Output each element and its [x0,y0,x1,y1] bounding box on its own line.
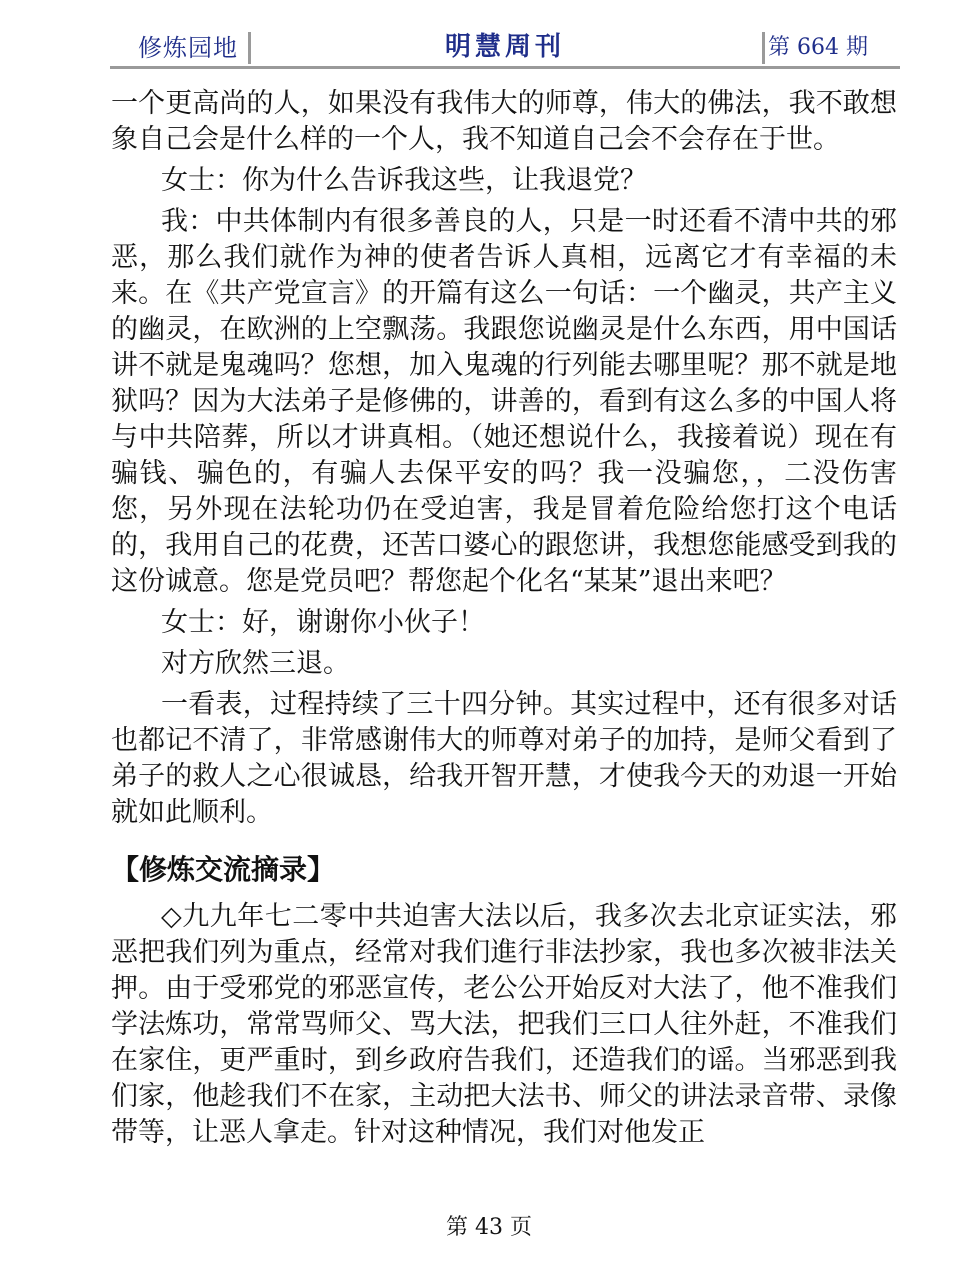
publication-title: 明慧周刊 [444,32,565,62]
header-separator-right [762,32,765,64]
page-number: 第 43 页 [446,1215,532,1240]
article-body [111,86,897,1151]
page-header [110,22,900,66]
dialogue-paragraph: 女士：好，谢谢你小伙子！ [161,607,485,638]
issue-number: 第 664 期 [768,35,868,60]
narrative-paragraph: 对方欣然三退。 [161,648,350,679]
section-heading: 【修炼交流摘录】 [111,853,336,886]
dialogue-paragraph: 我：中共体制内有很多善良的人，只是一时还看不清中共的邪恶，那么我们就作为神的使者告诉人真相，远离它才有幸福的未来。在《共产党宣言》的开篇有这么一句话：一个幽灵，共产主义的幽灵，在欧洲的上空飘荡。我跟您说幽灵是什么东西，用中国话讲不就是鬼魂吗？您想，加入鬼魂的行列能去哪里呢？那不就是地狱吗？因为大法弟子是修佛的，讲善的，看到有这么多的中国人将与中共陪葬，所以才讲真相。（她还想说什么，我接着说）现在有骗钱、骗色的，有骗人去保平安的吗？我一没骗您，，二没伤害您，另外现在法轮功仍在受迫害，我是冒着危险给您打这个电话的，我用自己的花费，还苦口婆心的跟您讲，我想您能感受到我的这份诚意。您是党员吧？帮您起个化名“某某”退出来吧？ [111,206,897,597]
header-rule [110,66,900,69]
excerpt-paragraph: ◇九九年七二零中共迫害大法以后，我多次去北京证实法，邪恶把我们列为重点，经常对我们進行非法抄家，我也多次被非法关押。由于受邪党的邪恶宣传，老公公开始反对大法了，他不准我们学法炼功，常常骂师父、骂大法，把我们三口人往外赶，不准我们在家住，更严重时，到乡政府告我们，还造我们的谣。当邪恶到我们家，他趁我们不在家，主动把大法书、师父的讲法录音带、录像带等，让恶人拿走。针对这种情况，我们对他发正 [111,901,897,1148]
dialogue-paragraph: 女士：你为什么告诉我这些，让我退党？ [161,165,647,196]
paragraph-continuation: 一个更高尚的人，如果没有我伟大的师尊，伟大的佛法，我不敢想象自己会是什么样的一个人，我不知道自己会不会存在于世。 [111,88,897,155]
section-label: 修炼园地 [138,34,238,62]
narrative-paragraph: 一看表，过程持续了三十四分钟。其实过程中，还有很多对话也都记不清了，非常感谢伟大的师尊对弟子的加持，是师父看到了弟子的救人之心很诚恳，给我开智开慧，才使我今天的劝退一开始就如此顺利。 [111,689,897,828]
